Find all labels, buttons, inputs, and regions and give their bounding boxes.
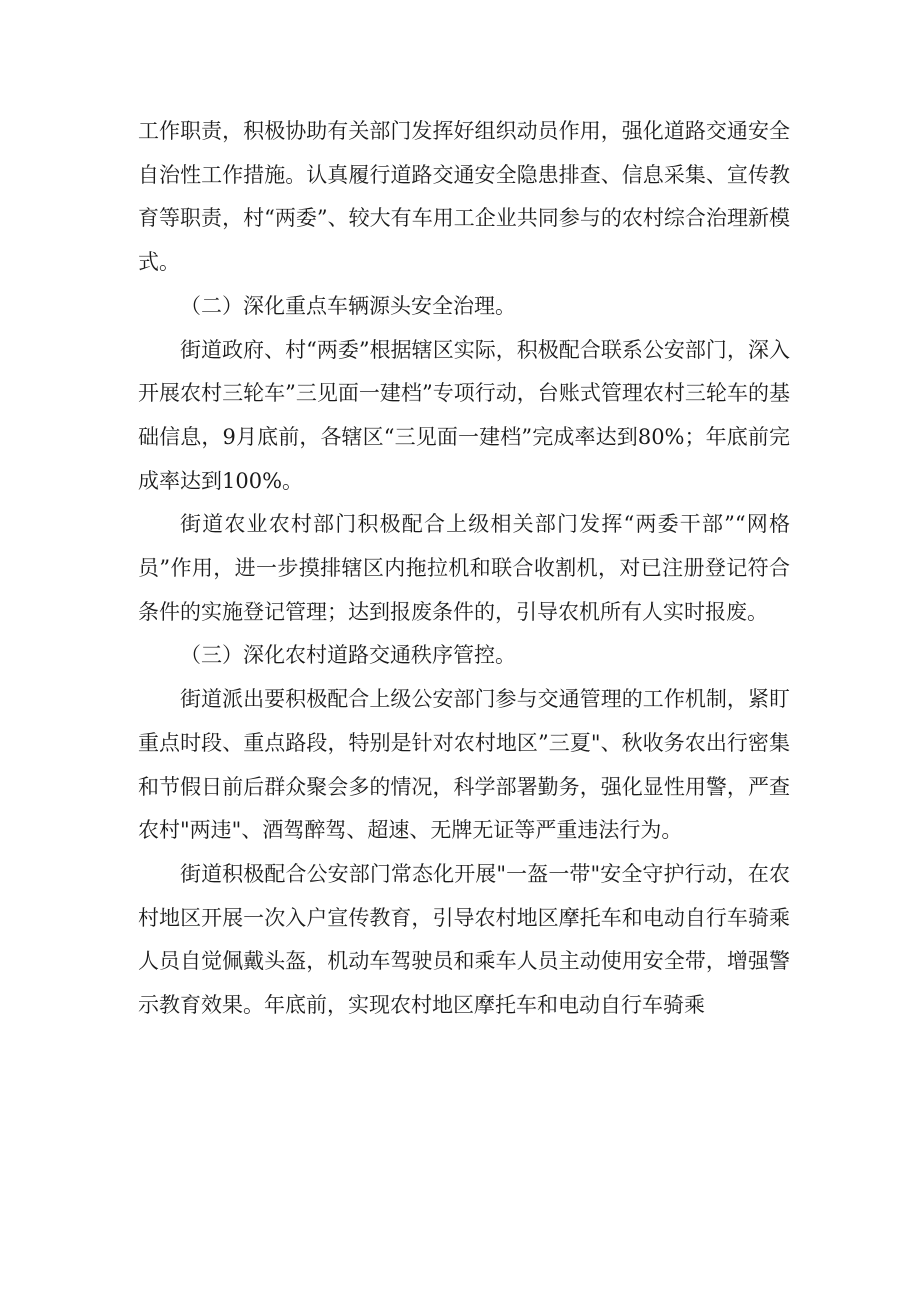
paragraph-vehicle-registration: 街道政府、村“两委”根据辖区实际，积极配合联系公安部门，深入开展农村三轮车”三见面一建档”专项行动，台账式管理农村三轮车的基础信息，9月底前，各辖区“三见面一建档”完成率达到80%；年底前完成率达到100%。 — [138, 337, 790, 493]
section-heading-2: （二）深化重点车辆源头安全治理。 — [180, 293, 516, 318]
document-body — [138, 110, 790, 1028]
paragraph-agricultural-machinery: 街道农业农村部门积极配合上级相关部门发挥“两委干部”“网格员”作用，进一步摸排辖区内拖拉机和联合收割机，对已注册登记符合条件的实施登记管理；达到报废条件的，引导农机所有人实时报废。 — [138, 512, 790, 624]
paragraph-traffic-control: 街道派出要积极配合上级公安部门参与交通管理的工作机制，紧盯重点时段、重点路段，特别是针对农村地区”三夏"、秋收务农出行密集和节假日前后群众聚会多的情况，科学部署勤务，强化显性用警，严查农村"两违"、酒驾醉驾、超速、无牌无证等严重违法行为。 — [138, 687, 790, 843]
paragraph-continuation: 工作职责，积极协助有关部门发挥好组织动员作用，强化道路交通安全自治性工作措施。认真履行道路交通安全隐患排查、信息采集、宣传教育等职责，村“两委”、较大有车用工企业共同参与的农村综合治理新模式。 — [138, 119, 790, 275]
section-heading-3: （三）深化农村道路交通秩序管控。 — [180, 643, 516, 668]
paragraph-helmet-belt: 街道积极配合公安部门常态化开展"一盔一带"安全守护行动，在农村地区开展一次入户宣传教育，引导农村地区摩托车和电动自行车骑乘人员自觉佩戴头盔，机动车驾驶员和乘车人员主动使用安全带，增强警示教育效果。年底前，实现农村地区摩托车和电动自行车骑乘 — [138, 861, 790, 1018]
